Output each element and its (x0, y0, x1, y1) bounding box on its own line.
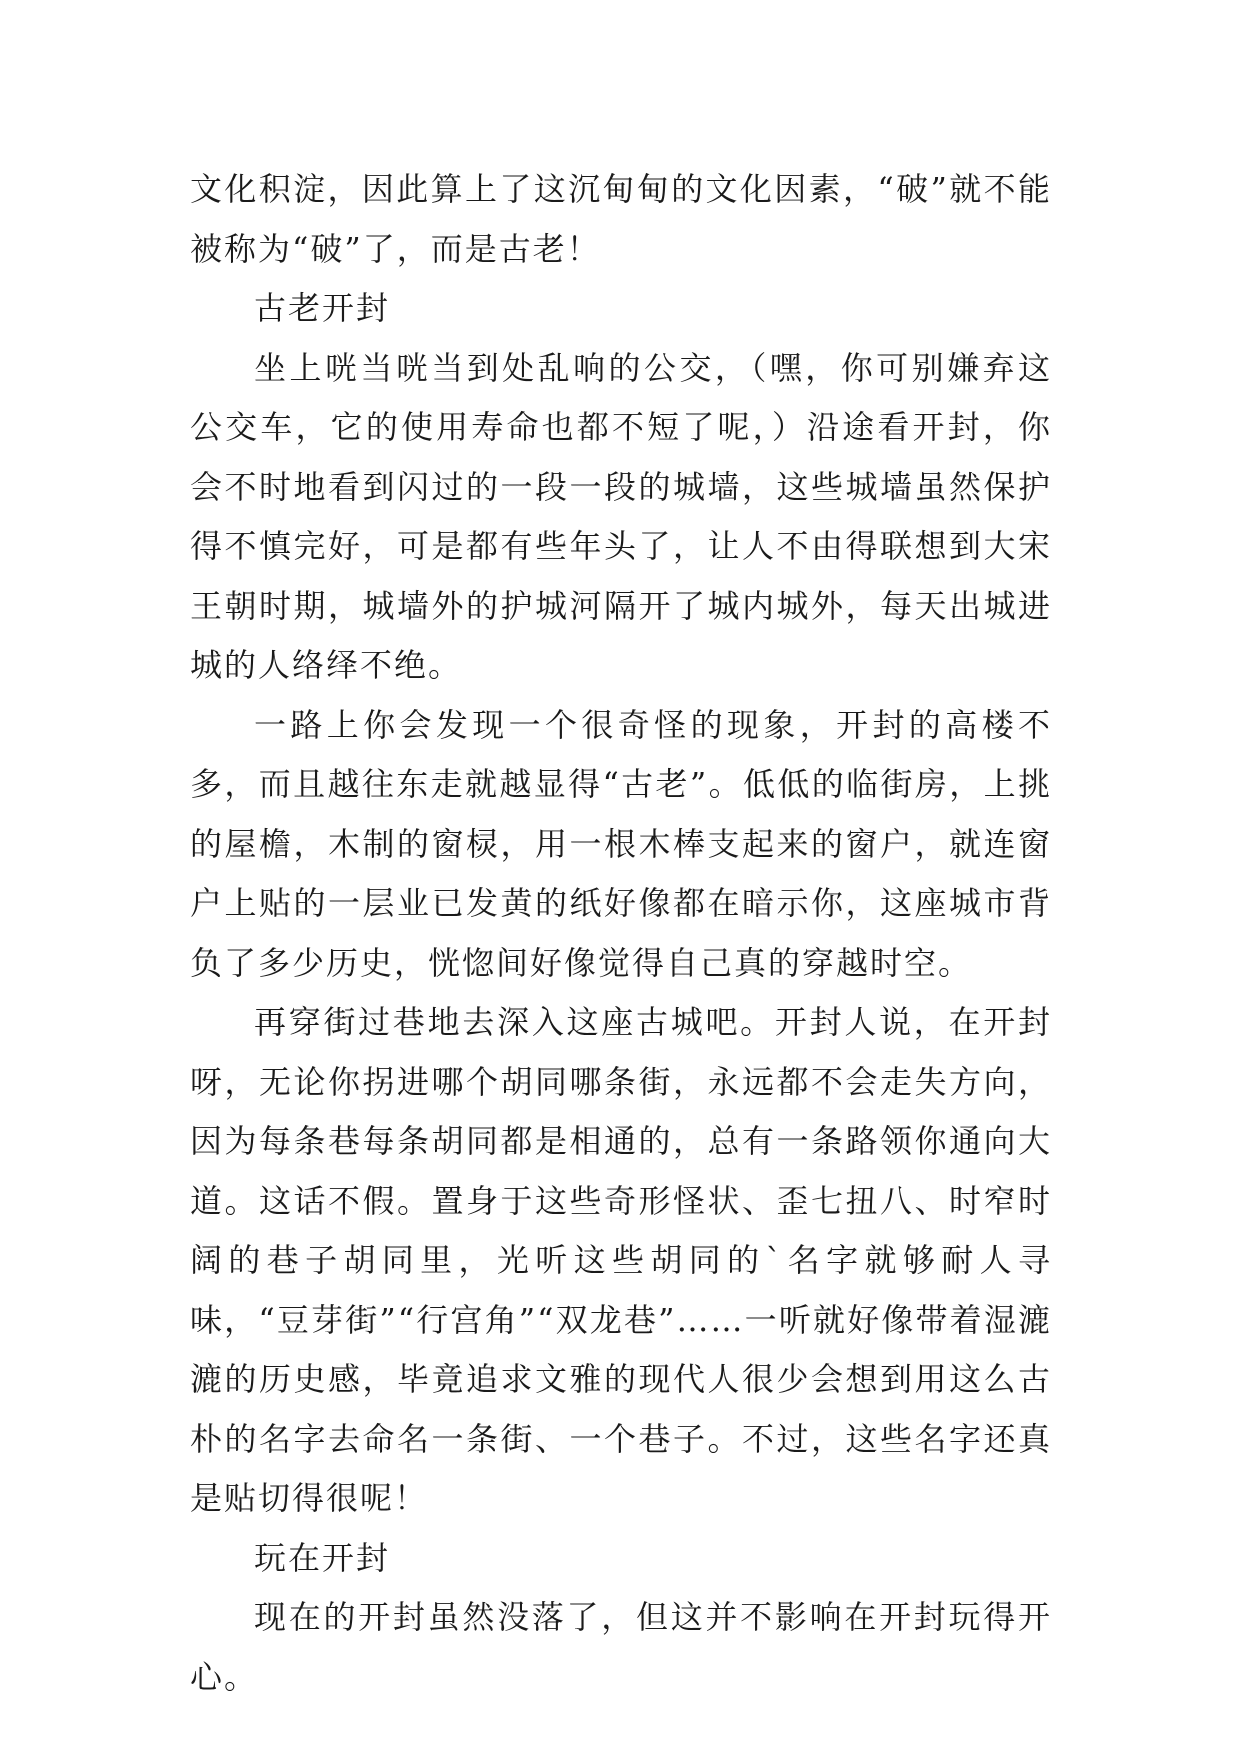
paragraph-continuation: 文化积淀，因此算上了这沉甸甸的文化因素，“破”就不能被称为“破”了，而是古老！ (190, 170, 1052, 268)
document-body (190, 160, 1052, 1707)
section-heading-play-in-kaifeng: 玩在开封 (254, 1538, 391, 1577)
paragraph-alleys: 再穿街过巷地去深入这座古城吧。开封人说，在开封呀，无论你拐进哪个胡同哪条街，永远都不会走失方向，因为每条巷每条胡同都是相通的，总有一条路领你通向大道。这话不假。置身于这些奇形怪状、歪七扭八、时窄时阔的巷子胡同里，光听这些胡同的`名字就够耐人寻味，“豆芽街”“行宫角”“双龙巷”……一听就好像带着湿漉漉的历史感，毕竟追求文雅的现代人很少会想到用这么古朴的名字去命名一条街、一个巷子。不过，这些名字还真是贴切得很呢！ (190, 1003, 1052, 1517)
paragraph-old-houses: 一路上你会发现一个很奇怪的现象，开封的高楼不多，而且越往东走就越显得“古老”。低低的临街房，上挑的屋檐，木制的窗棂，用一根木棒支起来的窗户，就连窗户上贴的一层业已发黄的纸好像都在暗示你，这座城市背负了多少历史，恍惚间好像觉得自己真的穿越时空。 (190, 705, 1052, 982)
paragraph-play: 现在的开封虽然没落了，但这并不影响在开封玩得开心。 (190, 1598, 1052, 1696)
section-heading-ancient-kaifeng: 古老开封 (254, 289, 391, 327)
paragraph-bus-ride: 坐上咣当咣当到处乱响的公交，（嘿，你可别嫌弃这公交车，它的使用寿命也都不短了呢，）沿途看开封，你会不时地看到闪过的一段一段的城墙，这些城墙虽然保护得不慎完好，可是都有些年头了，让人不由得联想到大宋王朝时期，城墙外的护城河隔开了城内城外，每天出城进城的人络绎不绝。 (190, 348, 1052, 684)
